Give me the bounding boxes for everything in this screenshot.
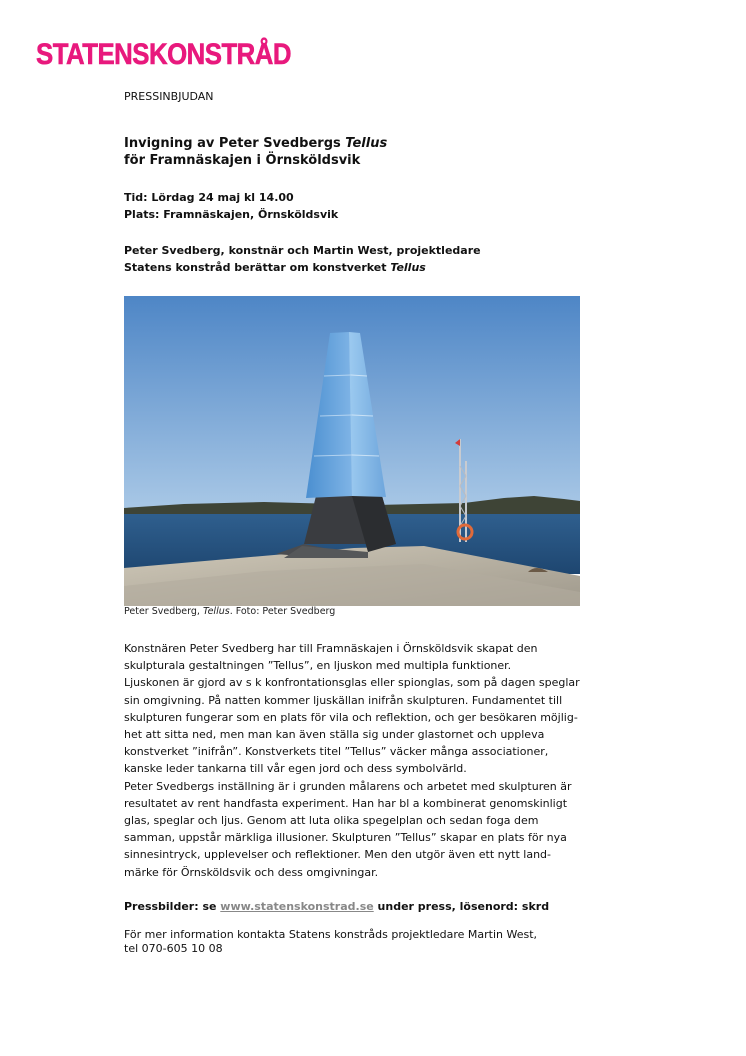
title-line1-italic: Tellus xyxy=(345,136,388,151)
press-suffix: under press, lösenord: skrd xyxy=(373,900,550,913)
body-line: märke för Örnsköldsvik och dess omgivningar. xyxy=(124,865,379,879)
body-line: samman, uppstår märkliga illusioner. Skulpturen ”Tellus” skapar en plats för nya xyxy=(124,831,567,845)
body-line: het att sitta ned, men man kan även ställa sig under glastornet och uppleva xyxy=(124,728,545,742)
contact-info xyxy=(124,928,537,956)
caption-prefix: Peter Svedberg, xyxy=(124,606,203,617)
caption-italic: Tellus xyxy=(202,606,230,617)
speakers-line1: Peter Svedberg, konstnär och Martin West, projektledare xyxy=(124,244,481,257)
title-line1-prefix: Invigning av Peter Svedbergs xyxy=(124,136,346,151)
body-line: resultatet av rent handfasta experiment. Han har bl a kombinerat genomskinligt xyxy=(124,796,568,810)
event-place: Plats: Framnäskajen, Örnsköldsvik xyxy=(124,208,339,221)
body-line: glas, speglar och ljus. Genom att luta olika spegelplan och sedan foga dem xyxy=(124,814,539,828)
title-line2: för Framnäskajen i Örnsköldsvik xyxy=(124,153,361,168)
speakers-line2-italic: Tellus xyxy=(390,261,426,274)
press-link[interactable]: www.statenskonstrad.se xyxy=(220,900,374,913)
body-line: Peter Svedbergs inställning är i grunden målarens och arbetet med skulpturen är xyxy=(124,779,572,793)
logo: STATENSKONSTRÅD xyxy=(36,38,292,71)
caption-suffix: . Foto: Peter Svedberg xyxy=(229,606,336,617)
speakers xyxy=(124,242,481,276)
contact-line2: tel 070-605 10 08 xyxy=(124,942,223,955)
body-line: kanske leder tankarna till vår egen jord och dess symbolvärld. xyxy=(124,762,467,776)
body-text xyxy=(124,640,594,881)
contact-line1: För mer information kontakta Statens konstråds projektledare Martin West, xyxy=(124,928,538,941)
body-line: Konstnären Peter Svedberg har till Framnäskajen i Örnsköldsvik skapat den xyxy=(124,642,538,655)
body-line: konstverket ”inifrån”. Konstverkets titel ”Tellus” väcker många associationer, xyxy=(124,745,549,759)
event-details xyxy=(124,189,338,223)
event-time: Tid: Lördag 24 maj kl 14.00 xyxy=(124,191,294,204)
press-images xyxy=(124,900,549,913)
sculpture-photo xyxy=(124,296,580,606)
page-title xyxy=(124,135,387,169)
body-line: sin omgivning. På natten kommer ljuskällan inifrån skulpturen. Fundamentet till xyxy=(124,693,563,707)
document-label: PRESSINBJUDAN xyxy=(124,90,214,103)
speakers-line2-prefix: Statens konstråd berättar om konstverket xyxy=(124,261,391,274)
body-line: Ljuskonen är gjord av s k konfrontationsglas eller spionglas, som på dagen speglar xyxy=(124,676,580,690)
body-line: skulpturen fungerar som en plats för vila och reflektion, och ger besökaren möjlig- xyxy=(124,710,578,724)
photo-caption xyxy=(124,606,335,617)
body-line: sinnesintryck, upplevelser och reflektioner. Men den utgör även ett nytt land- xyxy=(124,848,551,862)
press-prefix: Pressbilder: se xyxy=(124,900,221,913)
body-line: skulpturala gestaltningen ”Tellus”, en ljuskon med multipla funktioner. xyxy=(124,659,512,673)
